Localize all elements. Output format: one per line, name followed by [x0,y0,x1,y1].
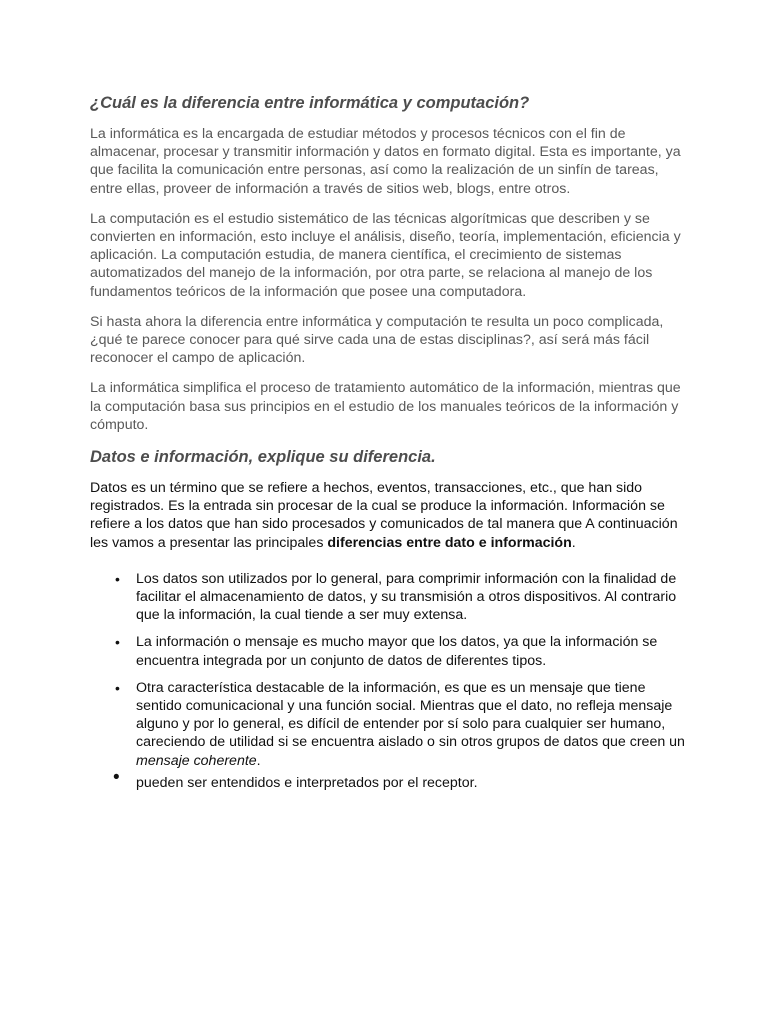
section-heading-datos-informacion: Datos e información, explique su diferencia. [90,448,436,467]
list-item-text: Los datos son utilizados por lo general, para comprimir información con la finalidad de facilitar el almacenamiento de datos, y su transmisión a otros dispositivos. Al contrario que la información, la cual tiende a ser muy extensa. [136,570,677,624]
differences-list [90,570,690,792]
list-item [90,679,690,770]
list-item [90,766,690,792]
bullet-icon: • [115,570,120,587]
list-item-end: . [256,752,261,769]
list-item-text: La información o mensaje es mucho mayor que los datos, ya que la información se encuentra integrada por un conjunto de datos de diferentes tipos. [136,634,658,669]
paragraph-simplifica: La informática simplifica el proceso de tratamiento automático de la información, mientras que la computación basa sus principios en el estudio de los manuales teóricos de la información y cómputo. [90,380,681,433]
bullet-icon: • [115,679,120,696]
list-item-text: pueden ser entendidos e interpretados por el receptor. [136,774,478,791]
list-item [90,633,690,669]
bullet-icon: • [113,766,120,788]
document-page [90,92,690,792]
intro-text: Datos es un término que se refiere a hechos, eventos, transacciones, etc., que han sido registrados. Es la entrada sin procesar de la cual se produce la información. Información se refiere a los datos que han sido procesados y comunicados de tal manera que A continuación les vamos a presentar las principales [90,480,678,551]
intro-end: . [571,534,576,551]
paragraph-informatica: La informática es la encargada de estudiar métodos y procesos técnicos con el fin de almacenar, procesar y transmitir información y datos en formato digital. Esta es importante, ya que facilita la comunicación entre personas, así como la realización de un sinfín de tareas, entre ellas, proveer de información a través de sitios web, blogs, entre otros. [90,126,681,197]
paragraph-diferencia: Si hasta ahora la diferencia entre informática y computación te resulta un poco complicada, ¿qué te parece conocer para qué sirve cada una de estas disciplinas?, así será más fácil reconocer el campo de aplicación. [90,313,664,367]
paragraph-computacion: La computación es el estudio sistemático de las técnicas algorítmicas que describen y se convierten en información, esto incluye el análisis, diseño, teoría, implementación, eficiencia y aplicación. La computación estudia, de manera científica, el crecimiento de sistemas automatizados del manejo de la información, por otra parte, se relaciona al manejo de los fundamentos teóricos de la información que posee una computadora. [90,210,681,300]
bullet-icon: • [115,634,120,651]
list-item-text: Otra característica destacable de la información, es que es un mensaje que tiene sentido comunicacional y una función social. Mientras que el dato, no refleja mensaje alguno y por lo general, es difícil de entender por sí solo para cualquier ser humano, careciendo de utilidad si se encuentra aislado o sin otros grupos de datos que creen un [136,679,685,751]
intro-bold-text: diferencias entre dato e información [327,534,572,551]
list-item-italic-text: mensaje coherente [136,752,257,769]
list-item [90,570,690,625]
paragraph-datos-intro [90,479,690,552]
section-heading-informatica-computacion: ¿Cuál es la diferencia entre informática y computación? [90,94,530,112]
